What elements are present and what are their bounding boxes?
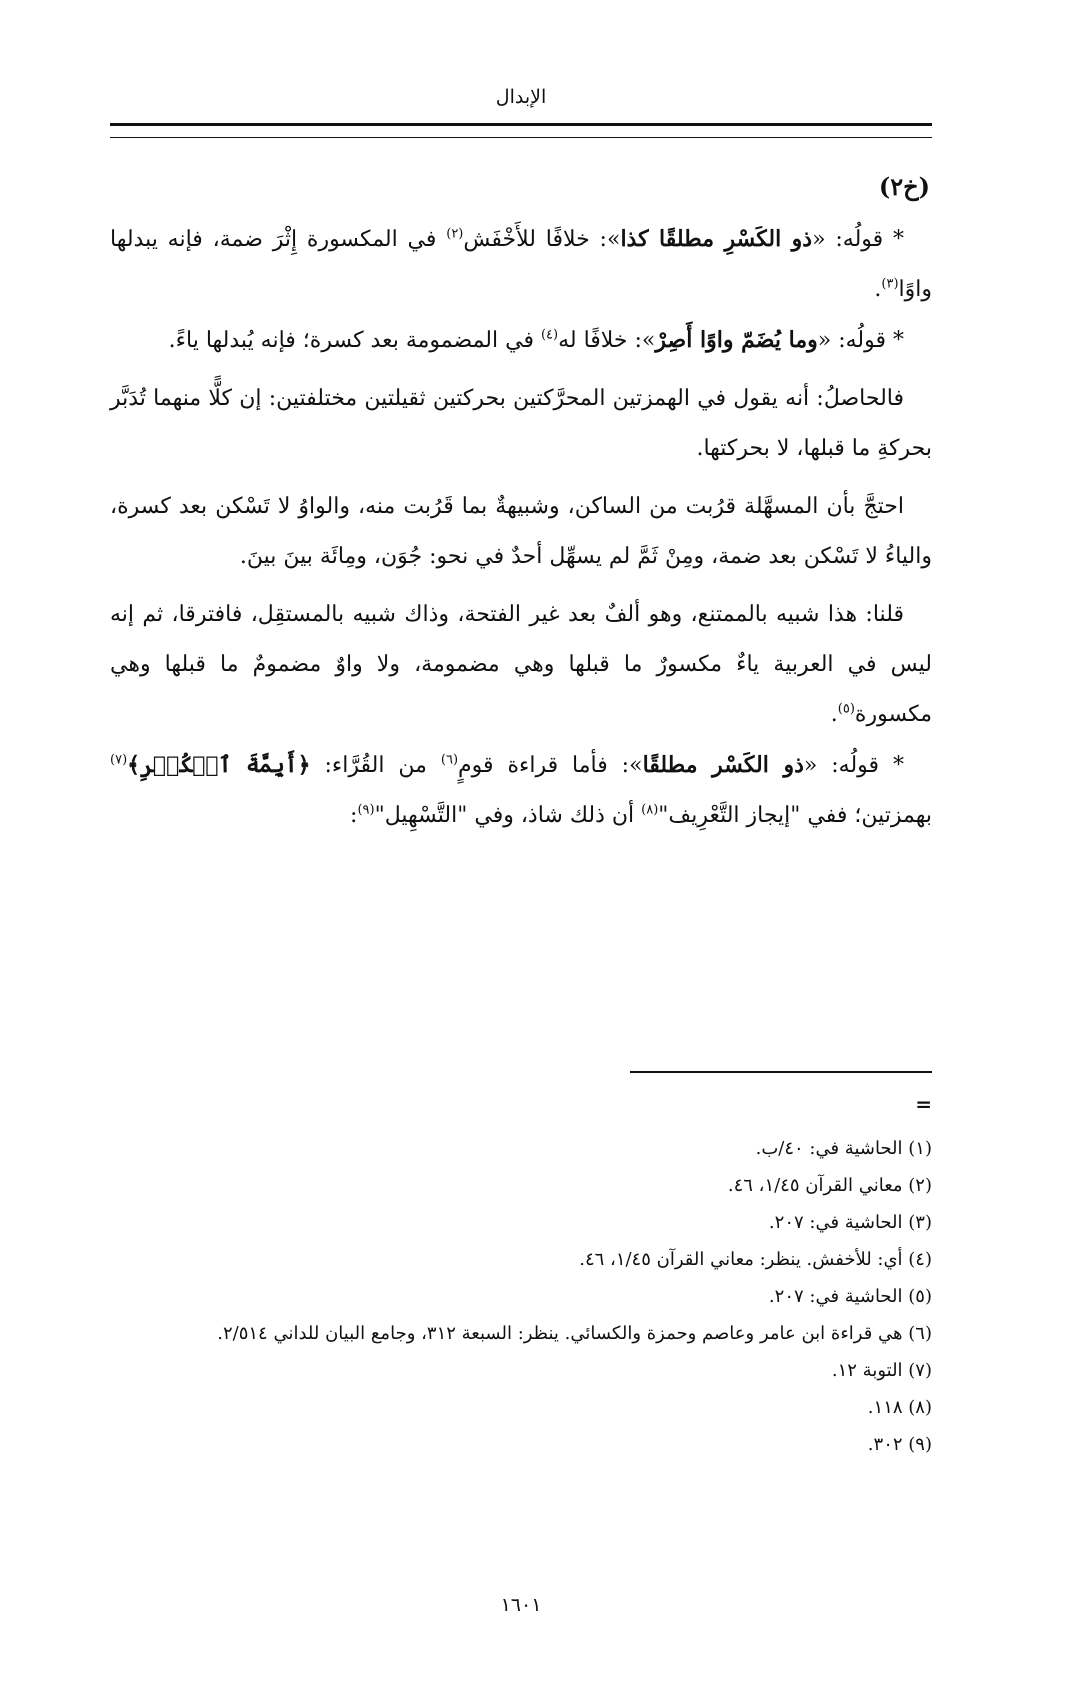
paragraph-5 <box>110 590 932 740</box>
p1-rest: في المكسورة إِثْرَ ضمة، فإنه يبدلها واوًا <box>110 227 932 302</box>
footnote-ref-4[interactable]: (٤) <box>540 327 559 343</box>
footnote-9: (٩) ٣٠٢. <box>867 1434 932 1455</box>
footnote-1: (١) الحاشية في: ٤٠/ب. <box>755 1138 932 1159</box>
quran-ayah: ﴿أَيِمَّةَ ٱلۡكُفۡرِ﴾ <box>127 752 311 778</box>
paragraph-2 <box>110 315 932 366</box>
p6-mid2: من القُرَّاء: <box>310 753 441 778</box>
header-rule-thin <box>110 137 932 138</box>
paragraph-3: فالحاصلُ: أنه يقول في الهمزتين المحرَّكتين بحركتين ثقيلتين مختلفتين: إن كلًّا منهما تُدَبَّر بحركةِ ما قبلها، لا بحركتها. <box>110 386 932 461</box>
document-page <box>110 0 932 1698</box>
p6-end: : <box>350 803 358 828</box>
footnote-ref-2[interactable]: (٢) <box>446 226 464 242</box>
p1-lead: * قولُه: « <box>812 227 904 252</box>
footnote-8: (٨) ١١٨. <box>867 1397 932 1418</box>
footnote-2: (٢) معاني القرآن ١/٤٥، ٤٦. <box>727 1175 932 1196</box>
footnotes <box>110 1130 932 1463</box>
p5-end: . <box>830 702 838 727</box>
p6-quote: ذو الكَسْر مطلقًا <box>642 752 804 778</box>
footnote-ref-6[interactable]: (٦) <box>440 752 459 768</box>
p2-quote: وما يُضَمّ واوًا أَصِرْ <box>655 327 818 353</box>
footnote-ref-5[interactable]: (٥) <box>837 701 855 717</box>
continuation-mark: = <box>915 1092 932 1116</box>
p6-mid: »: فأما قراءة قومٍ <box>458 753 643 778</box>
footnote-3: (٣) الحاشية في: ٢٠٧. <box>768 1212 932 1233</box>
p6-lead: * قولُه: « <box>803 753 905 778</box>
p6-mid3: بهمزتين؛ ففي "إيجاز التَّعْرِيف" <box>658 803 932 828</box>
paragraph-1 <box>110 214 932 315</box>
p6-mid4: أن ذلك شاذ، وفي "التَّسْهِيل" <box>374 803 642 828</box>
page-number: ١٦٠١ <box>500 1594 542 1616</box>
paragraph-4: احتجَّ بأن المسهَّلة قرُبت من الساكن، وشبيهةٌ بما قَرُبت منه، والواوُ لا تَسْكن بعد كسرة، والياءُ لا تَسْكن بعد ضمة، ومِنْ ثَمَّ لم يسهِّل أحدٌ في نحو: جُوَن، ومِائَة بينَ بينَ. <box>110 494 932 569</box>
footnote-ref-7[interactable]: (٧) <box>110 752 128 768</box>
p5-text: قلنا: هذا شبيه بالممتنع، وهو ألفٌ بعد غير الفتحة، وذاك شبيه بالمستقِل، فافترقا، ثم إنه ليس في العربية ياءٌ مكسورٌ ما قبلها وهي مضمومة، ولا واوٌ مضمومٌ ما قبلها وهي مكسورة <box>110 602 932 727</box>
p1-end: . <box>874 277 882 302</box>
section-mark-line <box>110 162 932 214</box>
footnote-ref-8[interactable]: (٨) <box>641 802 659 818</box>
header-rule-thick <box>110 123 932 126</box>
footnote-ref-3[interactable]: (٣) <box>881 276 899 292</box>
footnote-separator <box>630 1071 932 1073</box>
footnote-7: (٧) التوبة ١٢. <box>831 1360 932 1381</box>
p1-quote: ذو الكَسْرِ مطلقًا كذا <box>620 226 813 252</box>
running-header: الإبدال <box>495 86 547 108</box>
p2-mid: »: خلافًا له <box>558 328 656 353</box>
footnote-ref-9[interactable]: (٩) <box>357 802 375 818</box>
paragraph-6 <box>110 740 932 841</box>
main-text <box>110 162 932 841</box>
p2-rest: في المضمومة بعد كسرة؛ فإنه يُبدلها ياءً. <box>168 328 541 353</box>
footnote-4: (٤) أي: للأخفش. ينظر: معاني القرآن ١/٤٥، ٤٦. <box>579 1249 932 1270</box>
footnote-6: (٦) هي قراءة ابن عامر وعاصم وحمزة والكسائي. ينظر: السبعة ٣١٢، وجامع البيان للداني ٢/٥١٤. <box>217 1323 932 1344</box>
section-mark: (خ٢) <box>878 172 930 201</box>
p2-lead: * قولُه: « <box>817 328 904 353</box>
p1-mid: »: خلافًا للأَخْفَش <box>463 227 621 252</box>
footnote-5: (٥) الحاشية في: ٢٠٧. <box>768 1286 932 1307</box>
